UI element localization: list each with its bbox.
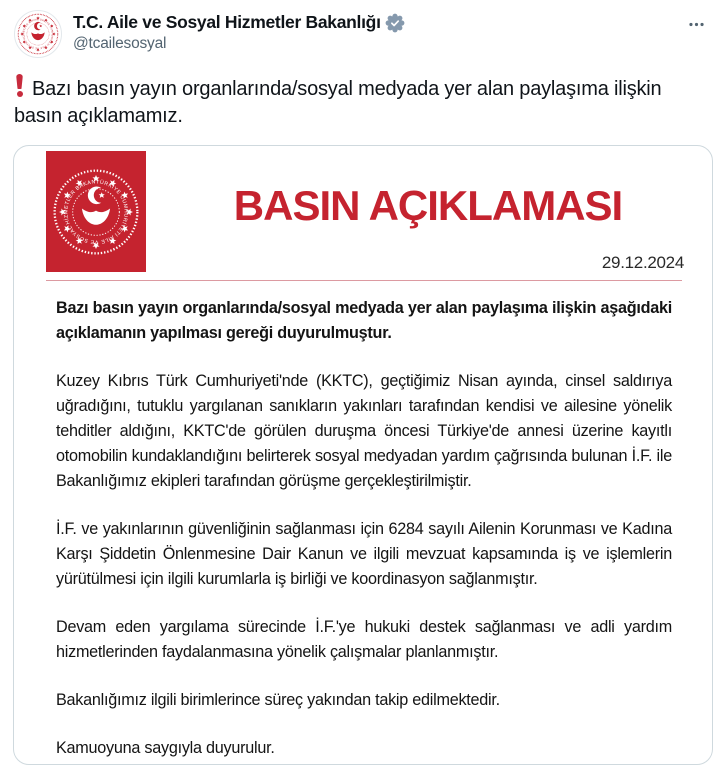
exclamation-emoji-icon bbox=[14, 74, 25, 98]
avatar[interactable] bbox=[14, 10, 62, 58]
press-release-paragraph-4: Devam eden yargılama sürecinde İ.F.'ye hukuki destek sağlanması ve adli yardım hizmetlerinden faydalanmasına yönelik çalışmalar planlanmıştır. bbox=[56, 618, 672, 661]
verified-badge-icon bbox=[385, 13, 405, 33]
press-release-paragraph-1: Bazı basın yayın organlarında/sosyal medyada yer alan paylaşıma ilişkin aşağıdaki açıklamanın yapılması gereği duyurulmuştur. bbox=[56, 299, 672, 342]
author-block bbox=[73, 10, 405, 53]
author-handle: @tcailesosyal bbox=[73, 35, 167, 52]
press-release-image[interactable] bbox=[13, 145, 713, 765]
more-icon bbox=[687, 15, 706, 34]
press-release-paragraph-6: Kamuoyuna saygıyla duyurulur. bbox=[56, 739, 275, 757]
press-release-banner bbox=[14, 146, 712, 273]
press-release-body bbox=[14, 281, 712, 761]
tweet-text bbox=[14, 74, 709, 130]
ministry-emblem-square bbox=[46, 151, 146, 272]
press-release-date: 29.12.2024 bbox=[601, 253, 684, 272]
press-release-paragraph-3: İ.F. ve yakınlarının güvenliğinin sağlanması için 6284 sayılı Ailenin Korunması ve Kadına Karşı Şiddetin Önlenmesine Dair Kanun ve ilgili mevzuat kapsamında iş ve işlemlerin yürütülmesi için ilgili kurumlarla iş birliği ve koordinasyon sağlanmıştır. bbox=[56, 520, 672, 588]
ministry-seal-icon bbox=[17, 13, 59, 55]
more-button[interactable] bbox=[683, 14, 709, 34]
press-release-paragraph-2: Kuzey Kıbrıs Türk Cumhuriyeti'nde (KKTC), geçtiğimiz Nisan ayında, cinsel saldırıya uğradığını, tutuklu yargılanan sanıkların yakınları tarafından kendisi ve ailesine yönelik tehditler aldığını, KKTC'de görülen duruşma öncesi Türkiye'de annesi üzerine kayıtlı otomobilin kundaklandığını belirterek sosyal medyadan yardım çağrısında bulunan İ.F. ile Bakanlığımız ekipleri tarafından görüşme gerçekleştirilmiştir. bbox=[56, 372, 672, 490]
tweet-header bbox=[0, 0, 725, 58]
tweet-text-content: Bazı basın yayın organlarında/sosyal medyada yer alan paylaşıma ilişkin basın açıklamamız. bbox=[14, 78, 662, 127]
ministry-seal-icon bbox=[52, 168, 140, 256]
author-name[interactable]: T.C. Aile ve Sosyal Hizmetler Bakanlığı bbox=[73, 12, 381, 32]
press-release-paragraph-5: Bakanlığımız ilgili birimlerince süreç yakından takip edilmektedir. bbox=[56, 691, 500, 709]
press-release-title: BASIN AÇIKLAMASI bbox=[233, 182, 623, 229]
